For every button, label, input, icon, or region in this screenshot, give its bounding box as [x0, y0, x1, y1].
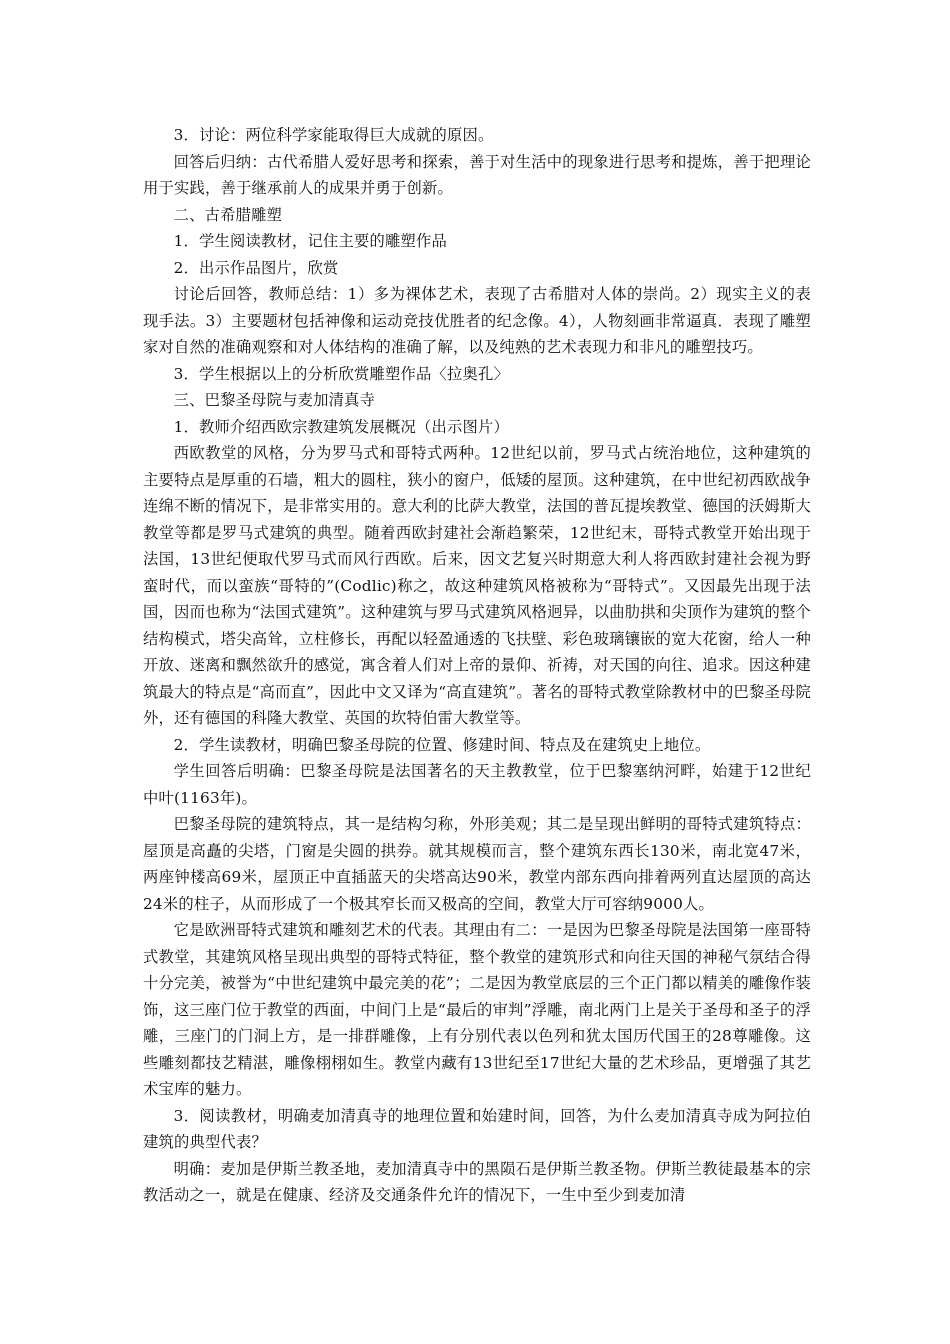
- paragraph-step-1: 1．学生阅读教材，记住主要的雕塑作品: [173, 232, 447, 250]
- paragraph-discussion-title: 3．讨论：两位科学家能取得巨大成就的原因。: [173, 126, 494, 144]
- paragraph-read-mecca: 3．阅读教材，明确麦加清真寺的地理位置和始建时间，回答，为什么麦加清真寺成为阿拉伯建筑的典型代表？: [143, 1106, 811, 1151]
- document-body: [143, 122, 811, 1209]
- paragraph-architecture-intro: 1．教师介绍西欧宗教建筑发展概况（出示图片）: [173, 417, 509, 436]
- paragraph-notre-dame-representative: 它是欧洲哥特式建筑和雕刻艺术的代表。其理由有二：一是因为巴黎圣母院是法国第一座哥特式教堂，其建筑风格呈现出典型的哥特式特征，整个教堂的建筑形式和向往天国的神秘气氛结合得十分完美，被誉为“中世纪建筑中最完美的花”；二是因为教堂底层的三个正门都以精美的雕像作装饰，这三座门位于教堂的西面，中间门上是“最后的审判”浮雕，南北两门上是关于圣母和圣子的浮雕，三座门的门洞上方，是一排群雕像，上有分别代表以色列和犹太国历代国王的28尊雕像。这些雕刻都技艺精湛，雕像栩栩如生。教堂内藏有13世纪至17世纪大量的艺术珍品，更增强了其艺术宝库的魅力。: [143, 921, 811, 1098]
- paragraph-notre-dame-answer: 学生回答后明确：巴黎圣母院是法国著名的天主教教堂，位于巴黎塞纳河畔，始建于12世纪中叶(1163年)。: [143, 762, 811, 807]
- paragraph-notre-dame-features: 巴黎圣母院的建筑特点，其一是结构匀称，外形美观；其二是呈现出鲜明的哥特式建筑特点：屋顶是高矗的尖塔，门窗是尖圆的拱券。就其规模而言，整个建筑东西长130米，南北宽47米，两座钟楼高69米，屋顶正中直插蓝天的尖塔高达90米，教堂内部东西向排着两列直达屋顶的高达24米的柱子，从而形成了一个极其窄长而又极高的空间，教堂大厅可容纳9000人。: [143, 815, 811, 913]
- paragraph-mecca-answer: 明确：麦加是伊斯兰教圣地，麦加清真寺中的黑陨石是伊斯兰教圣物。伊斯兰教徒最基本的宗教活动之一，就是在健康、经济及交通条件允许的情况下，一生中至少到麦加清: [143, 1159, 811, 1204]
- paragraph-read-notre-dame: 2．学生读教材，明确巴黎圣母院的位置、修建时间、特点及在建筑史上地位。: [173, 735, 711, 754]
- section-heading-notre-dame-mecca: 三、巴黎圣母院与麦加清真寺: [173, 391, 376, 409]
- paragraph-summary: 回答后归纳：古代希腊人爱好思考和探索，善于对生活中的现象进行思考和提炼，善于把理论用于实践，善于继承前人的成果并勇于创新。: [143, 152, 811, 197]
- section-heading-greek-sculpture: 二、古希腊雕塑: [173, 205, 283, 224]
- paragraph-teacher-summary: 讨论后回答，教师总结：1）多为裸体艺术，表现了古希腊对人体的崇尚。2）现实主义的表现手法。3）主要题材包括神像和运动竞技优胜者的纪念像。4），人物刻画非常逼真．表现了雕塑家对自然的准确观察和对人体结构的准确了解，以及纯熟的艺术表现力和非凡的雕塑技巧。: [143, 285, 811, 356]
- paragraph-step-3: 3．学生根据以上的分析欣赏雕塑作品〈拉奥孔〉: [173, 364, 509, 383]
- paragraph-step-2: 2．出示作品图片，欣赏: [173, 258, 339, 277]
- paragraph-western-church-styles: 西欧教堂的风格，分为罗马式和哥特式两种。12世纪以前，罗马式占统治地位，这种建筑的主要特点是厚重的石墙，粗大的圆柱，狭小的窗户，低矮的屋顶。这种建筑，在中世纪初西欧战争连绵不断的情况下，是非常实用的。意大利的比萨大教堂，法国的普瓦提埃教堂、德国的沃姆斯大教堂等都是罗马式建筑的典型。随着西欧封建社会渐趋繁荣，12世纪末，哥特式教堂开始出现于法国，13世纪便取代罗马式而风行西欧。后来，因文艺复兴时期意大利人将西欧封建社会视为野蛮时代，而以蛮族“哥特的”(Codlic)称之，故这种建筑风格被称为“哥特式”。又因最先出现于法国，因而也称为“法国式建筑”。这种建筑与罗马式建筑风格迥异，以曲肋拱和尖顶作为建筑的整个结构模式，塔尖高耸，立柱修长，再配以轻盈通透的飞扶壁、彩色玻璃镶嵌的宽大花窗，给人一种开放、迷离和飘然欲升的感觉，寓含着人们对上帝的景仰、祈祷，对天国的向往、追求。因这种建筑最大的特点是“高而直”，因此中文又译为“高直建筑”。著名的哥特式教堂除教材中的巴黎圣母院外，还有德国的科隆大教堂、英国的坎特伯雷大教堂等。: [143, 444, 811, 727]
